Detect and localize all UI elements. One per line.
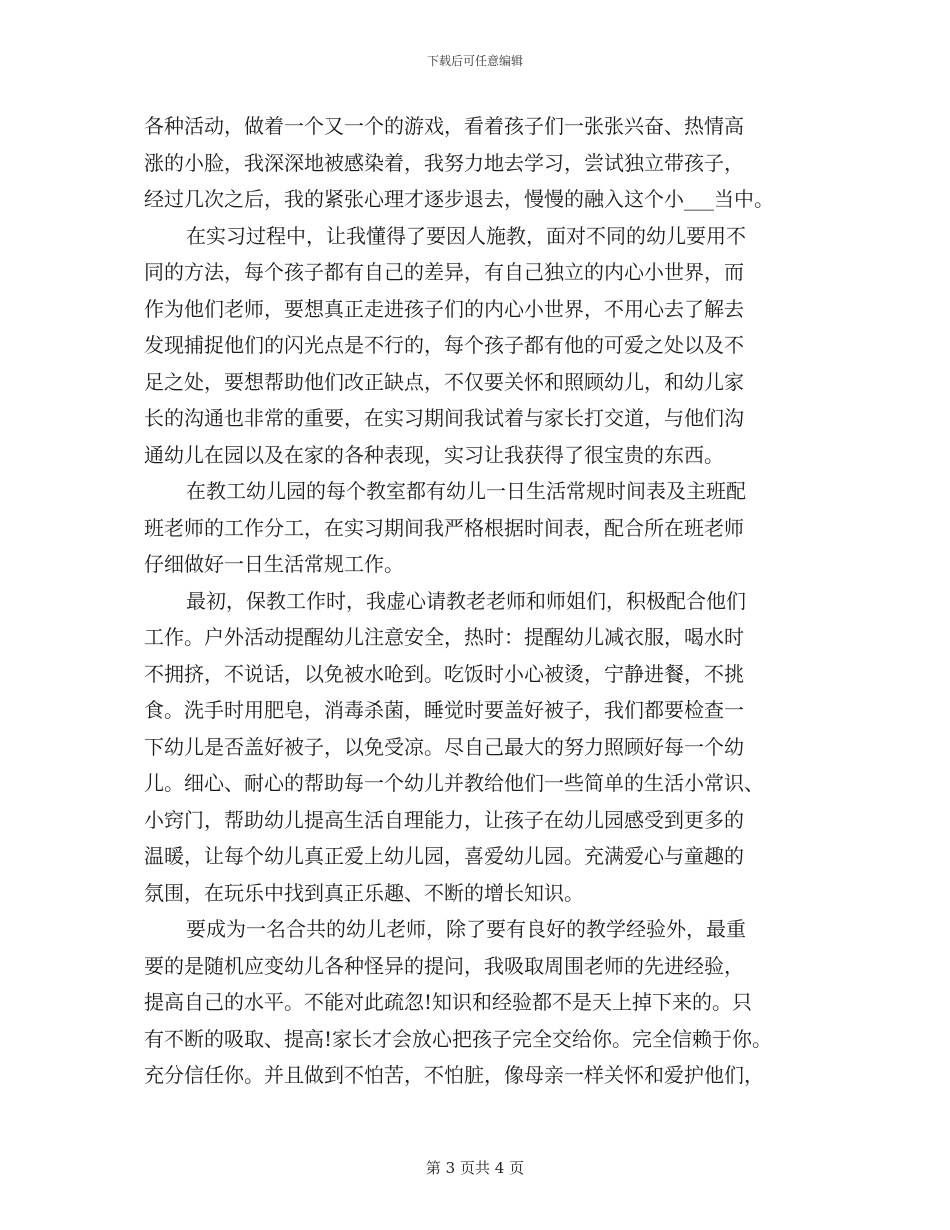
page-header: 下载后可任意编辑 xyxy=(426,54,523,68)
paragraph-first-line: 在实习过程中，让我懂得了要因人施教，面对不同的幼儿要用不 xyxy=(186,223,746,248)
text-line: 工作。户外活动提醒幼儿注意安全，热时：提醒幼儿减衣服，喝水时 xyxy=(144,625,744,649)
text-line: 下幼儿是否盖好被子，以免受凉。尽自己最大的努力照顾好每一个幼 xyxy=(144,734,744,759)
text-line: 仔细做好一日生活常规工作。 xyxy=(144,552,404,576)
text-line: 涨的小脸，我深深地被感染着，我努力地去学习，尝试独立带孩子， xyxy=(144,150,744,175)
text-line: 要的是随机应变幼儿各种怪异的提问，我吸取周围老师的先进经验， xyxy=(144,953,744,978)
text-line: 食。洗手时用肥皂，消毒杀菌，睡觉时要盖好被子，我们都要检查一 xyxy=(144,698,744,722)
text-line: 经过几次之后，我的紧张心理才逐步退去，慢慢的融入这个小___当中。 xyxy=(144,187,774,211)
paragraph-first-line: 要成为一名合共的幼儿老师，除了要有良好的教学经验外，最重 xyxy=(186,917,746,941)
text-line: 长的沟通也非常的重要，在实习期间我试着与家长打交道，与他们沟 xyxy=(144,406,744,430)
text-line: 氛围，在玩乐中找到真正乐趣、不断的增长知识。 xyxy=(144,880,584,905)
text-line: 发现捕捉他们的闪光点是不行的，每个孩子都有他的可爱之处以及不 xyxy=(144,333,744,357)
text-line: 小窍门，帮助幼儿提高生活自理能力，让孩子在幼儿园感受到更多的 xyxy=(144,807,744,832)
text-line: 通幼儿在园以及在家的各种表现，实习让我获得了很宝贵的东西。 xyxy=(144,442,724,467)
text-line: 不拥挤，不说话，以免被水呛到。吃饭时小心被烫，宁静进餐，不挑 xyxy=(144,661,744,686)
paragraph-first-line: 在教工幼儿园的每个教室都有幼儿一日生活常规时间表及主班配 xyxy=(186,479,746,503)
text-line: 儿。细心、耐心的帮助每一个幼儿并教给他们一些简单的生活小常识、 xyxy=(144,771,764,795)
paragraph-first-line: 最初，保教工作时，我虚心请教老老师和师姐们，积极配合他们 xyxy=(186,588,746,613)
text-line: 提高自己的水平。不能对此疏忽!知识和经验都不是天上掉下来的。只 xyxy=(144,990,753,1014)
text-line: 班老师的工作分工，在实习期间我严格根据时间表，配合所在班老师 xyxy=(144,515,744,540)
text-line: 各种活动，做着一个又一个的游戏，看着孩子们一张张兴奋、热情高 xyxy=(144,114,744,138)
document-body xyxy=(144,108,834,1094)
text-line: 足之处，要想帮助他们改正缺点，不仅要关怀和照顾幼儿，和幼儿家 xyxy=(144,369,744,394)
text-line: 作为他们老师，要想真正走进孩子们的内心小世界，不用心去了解去 xyxy=(144,296,744,321)
text-line: 同的方法，每个孩子都有自己的差异，有自己独立的内心小世界，而 xyxy=(144,260,744,284)
page-footer: 第 3 页共 4 页 xyxy=(425,1159,525,1177)
text-line: 充分信任你。并且做到不怕苦，不怕脏，像母亲一样关怀和爱护他们， xyxy=(144,1063,764,1087)
text-line: 有不断的吸取、提高!家长才会放心把孩子完全交给你。完全信赖于你。 xyxy=(144,1026,773,1051)
text-line: 温暖，让每个幼儿真正爱上幼儿园，喜爱幼儿园。充满爱心与童趣的 xyxy=(144,844,744,868)
